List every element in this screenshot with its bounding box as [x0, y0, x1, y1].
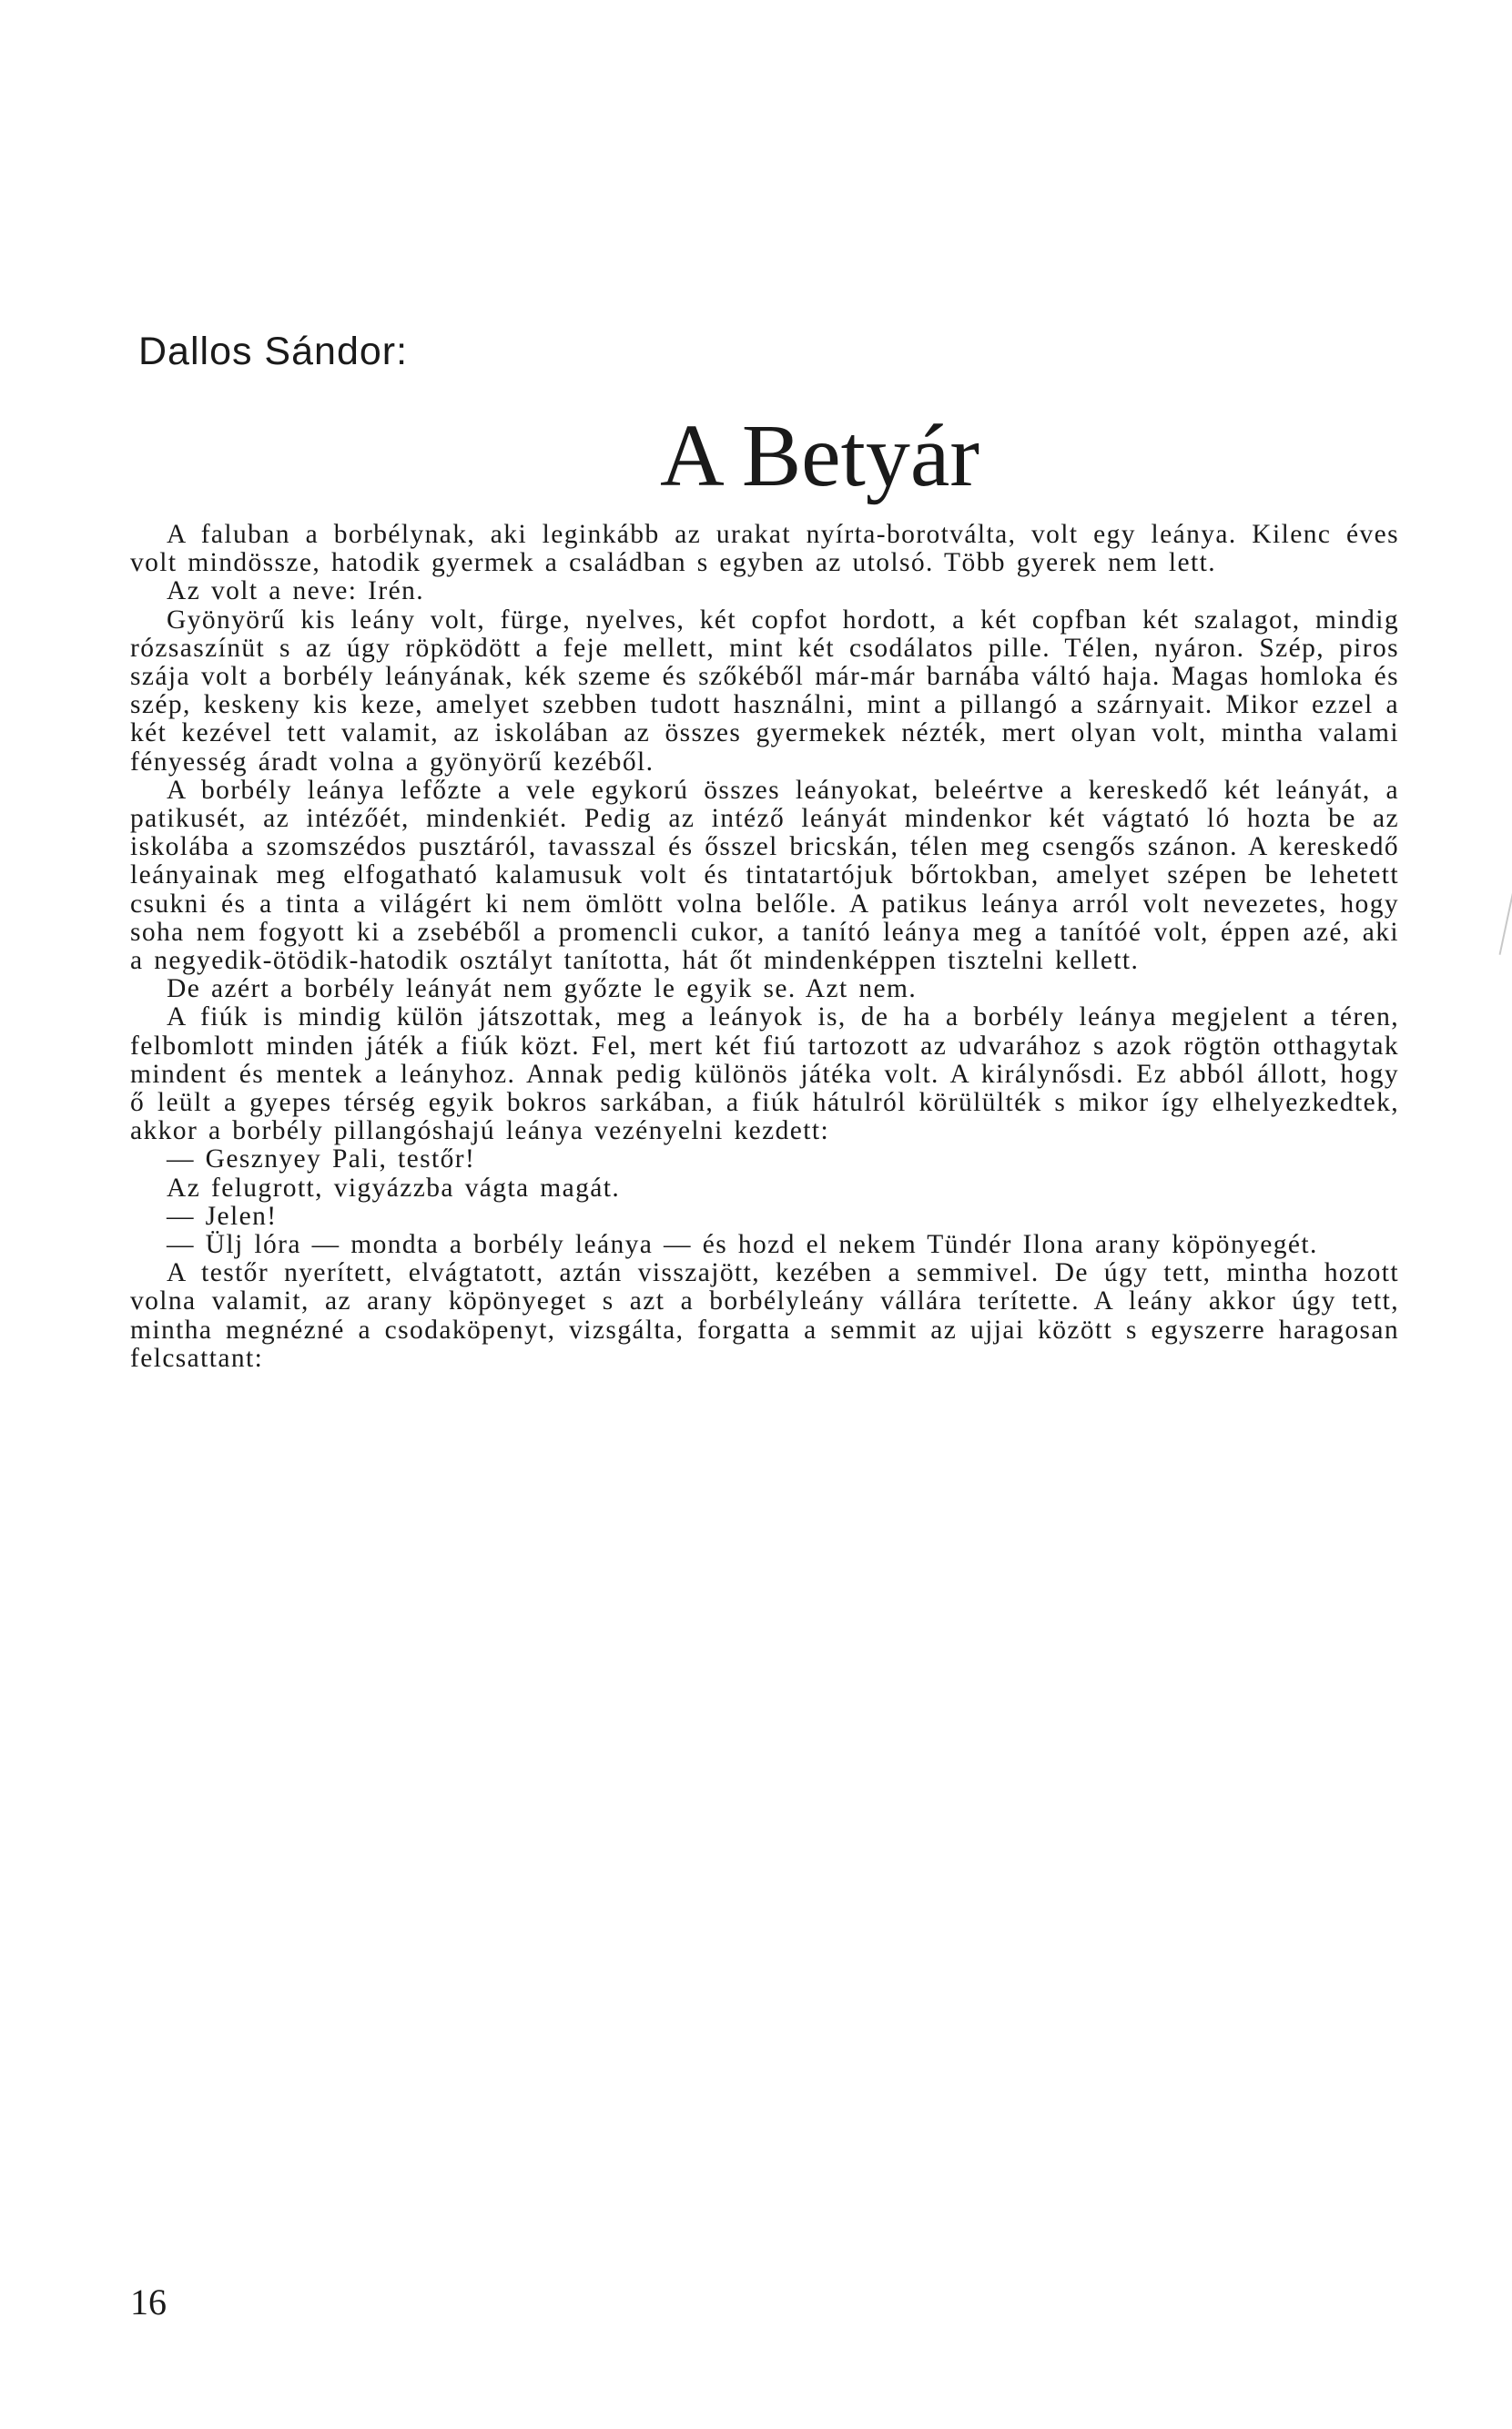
paragraph: A faluban a borbélynak, aki leginkább az urakat nyírta-borotválta, volt egy leánya. Kilenc éves volt mindössze, hatodik gyermek a családban s egyben az utolsó. Több gyerek nem lett.: [130, 520, 1399, 578]
paragraph: De azért a borbély leányát nem győzte le egyik se. Azt nem.: [167, 974, 918, 1004]
dialog-line: — Ülj lóra — mondta a borbély leánya — és hozd el nekem Tündér Ilona arany köpönyegét.: [167, 1230, 1318, 1260]
paragraph: Az felugrott, vigyázzba vágta magát.: [167, 1173, 621, 1203]
paragraph: Az volt a neve: Irén.: [167, 576, 425, 606]
dialog-line: — Jelen!: [167, 1201, 278, 1231]
paragraph: A fiúk is mindig külön játszottak, meg a leányok is, de ha a borbély leánya megjelent a téren, felbomlott minden játék a fiúk közt. Fel, mert két fiú tartozott az udvarához s azok rögtön otthagytak mindent és mentek a leányhoz. Annak pedig különös játéka volt. A királynősdi. Ez abból állott, hogy ő leült a gyepes térség egyik bokros sarkában, a fiúk hátulról körülülték s mikor így elhelyezkedtek, akkor a borbély pillangóshajú leánya vezényelni kezdett:: [130, 1002, 1399, 1146]
paragraph: A testőr nyerített, elvágtatott, aztán visszajött, kezében a semmivel. De úgy tett, mintha hozott volna valamit, az arany köpönyeget s azt a borbélyleány vállára terítette. A leány akkor úgy tett, mintha megnézné a csodaköpenyt, vizsgálta, forgatta a semmit az ujjai között s egyszerre haragosan felcsattant:: [130, 1258, 1399, 1373]
paragraph: Gyönyörű kis leány volt, fürge, nyelves, két copfot hordott, a két copfban két szalagot, mindig rózsaszínüt s az úgy röpködött a feje mellett, mint két csodálatos pille. Télen, nyáron. Szép, piros szája volt a borbély leányának, kék szeme és szőkéből már-már barnába váltó haja. Magas homloka és szép, keskeny kis keze, amelyet szebben tudott használni, mint a pillangó a szárnyait. Mikor ezzel a két kezével tett valamit, az iskolában az összes gyermekek nézték, mert olyan volt, mintha valami fényesség áradt volna a gyönyörű kezéből.: [130, 605, 1399, 777]
page-number: 16: [130, 2282, 167, 2322]
story-body: [130, 521, 1399, 1373]
paragraph: A borbély leánya lefőzte a vele egykorú összes leányokat, beleértve a kereskedő két leányát, a patikusét, az intézőét, mindenkiét. Pedig az intéző leányát mindenkor két vágtató ló hozta be az iskolába a szomszédos pusztáról, tavasszal és ősszel bricskán, télen meg csengős szánon. A kereskedő leányainak meg elfogatható kalamusuk volt és tintatartójuk bőrtokban, amelyet szépen be lehetett csukni és a tinta a világért ki nem ömlött volna belőle. A patikus leánya arról volt nevezetes, hogy soha nem fogyott ki a zsebéből a promencli cukor, a tanító leánya meg a tanítóé volt, éppen azé, aki a negyedik-ötödik-hatodik osztályt tanította, hát őt mindenképpen tisztelni kellett.: [130, 775, 1399, 976]
page-edge-mark: [1499, 848, 1512, 955]
dialog-line: — Gesznyey Pali, testőr!: [167, 1144, 476, 1174]
author-name: Dallos Sándor:: [138, 330, 409, 373]
story-title: A Betyár: [659, 407, 980, 505]
